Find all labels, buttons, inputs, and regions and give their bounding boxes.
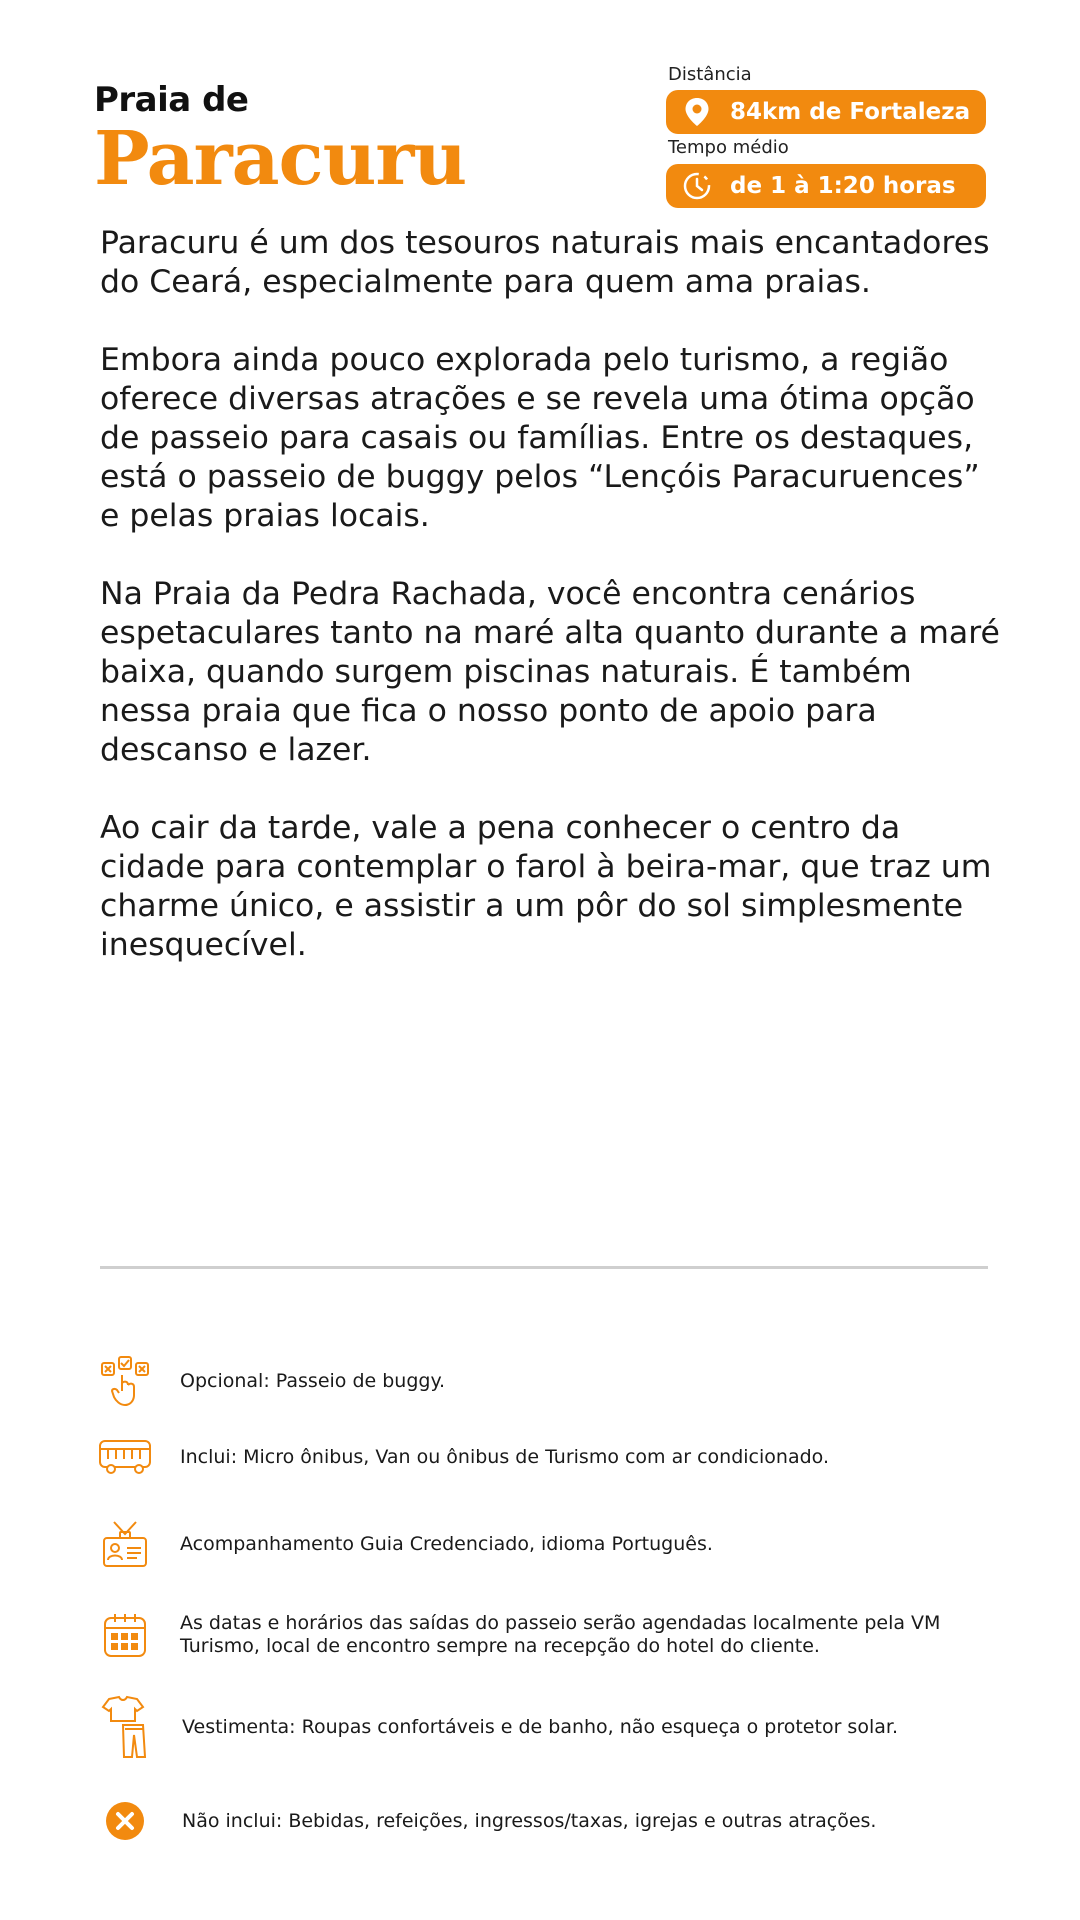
paragraph: Embora ainda pouco explorada pelo turismo, a região oferece diversas atrações e se revela uma ótima opção de passeio para casais ou famílias. Entre os destaques, está o passeio de buggy pelos “Lençóis Paracuruences” e pelas praias locais. [100,342,980,534]
clothing-icon [96,1698,154,1756]
detail-text: Não inclui: Bebidas, refeições, ingressos/taxas, igrejas e outras atrações. [182,1809,877,1832]
distance-label: Distância [668,64,752,85]
x-circle-icon [96,1792,154,1850]
distance-value: 84km de Fortaleza [730,99,971,125]
distance-pill [666,90,986,134]
page-title: Paracuru [94,116,467,202]
detail-text: Acompanhamento Guia Credenciado, idioma Português. [180,1532,713,1555]
detail-item-excludes [96,1792,982,1850]
divider [100,1266,988,1269]
paragraph: Paracuru é um dos tesouros naturais mais encantadores do Ceará, especialmente para quem ama praias. [100,225,990,300]
paragraph: Ao cair da tarde, vale a pena conhecer o centro da cidade para contemplar o farol à beira-mar, que traz um charme único, e assistir a um pôr do sol simplesmente inesquecível. [100,810,992,963]
map-pin-icon [682,97,712,127]
bus-icon [96,1428,154,1486]
clock-icon [682,171,712,201]
detail-text: Opcional: Passeio de buggy. [180,1369,446,1392]
time-value: de 1 à 1:20 horas [730,173,956,199]
detail-item-clothing [96,1698,982,1756]
detail-text: Inclui: Micro ônibus, Van ou ônibus de Turismo com ar condicionado. [180,1445,829,1468]
page-title-prefix: Praia de [94,80,249,120]
id-badge-icon [96,1515,154,1573]
description [100,224,1000,1004]
time-label: Tempo médio [668,137,789,158]
time-pill [666,164,986,208]
detail-item-guide [96,1515,980,1573]
detail-item-includes [96,1428,980,1486]
detail-text: As datas e horários das saídas do passeio serão agendadas localmente pela VM Turismo, local de encontro sempre na recepção do hotel do cliente. [180,1612,941,1657]
detail-item-schedule [96,1606,980,1664]
calendar-icon [96,1606,154,1664]
paragraph: Na Praia da Pedra Rachada, você encontra cenários espetaculares tanto na maré alta quanto durante a maré baixa, quando surgem piscinas naturais. É também nessa praia que fica o nosso ponto de apoio para descanso e lazer. [100,576,1000,768]
detail-text: Vestimenta: Roupas confortáveis e de banho, não esqueça o protetor solar. [182,1715,898,1738]
checklist-hand-icon [96,1352,154,1410]
detail-item-optional [96,1352,980,1410]
